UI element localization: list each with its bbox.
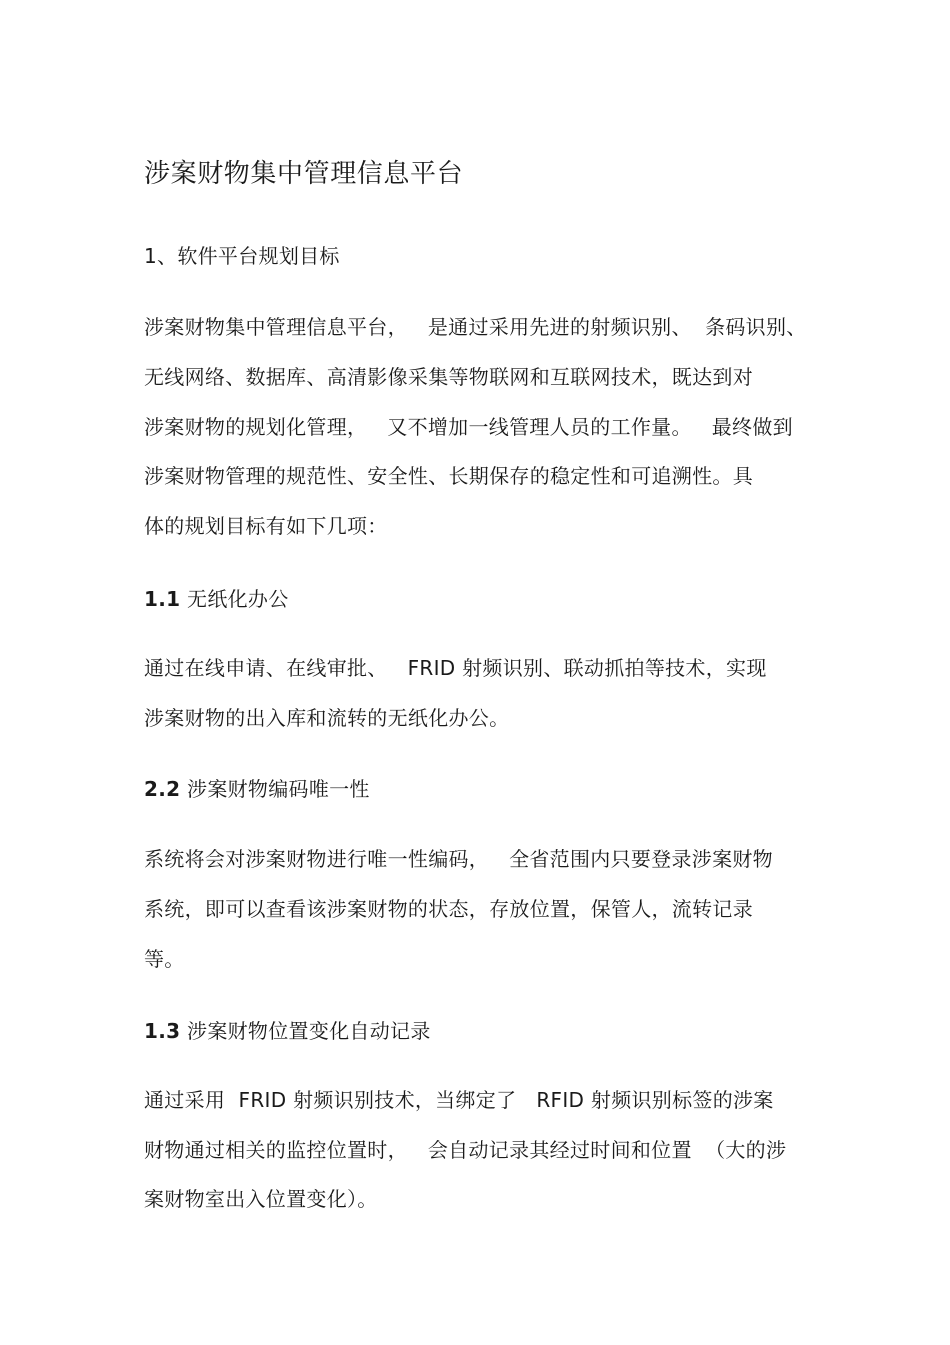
section-number: 1.1 <box>144 587 181 611</box>
section-heading-text: 无纸化办公 <box>187 587 289 611</box>
paragraph-line: 涉案财物集中管理信息平台， 是通过采用先进的射频识别、 条码识别、 <box>144 315 807 339</box>
document-title: 涉案财物集中管理信息平台 <box>144 159 464 189</box>
paragraph-line: 体的规划目标有如下几项： <box>144 514 388 538</box>
paragraph-line: 涉案财物管理的规范性、安全性、长期保存的稳定性和可追溯性。具 <box>144 464 753 488</box>
section-heading-text: 涉案财物位置变化自动记录 <box>187 1019 431 1043</box>
paragraph-line: 涉案财物的规划化管理， 又不增加一线管理人员的工作量。 最终做到 <box>144 415 793 439</box>
paragraph-line: 系统，即可以查看该涉案财物的状态，存放位置，保管人，流转记录 <box>144 897 753 921</box>
section-heading-text: 涉案财物编码唯一性 <box>187 777 370 801</box>
paragraph-line: 财物通过相关的监控位置时， 会自动记录其经过时间和位置 （大的涉 <box>144 1138 787 1162</box>
paragraph-line: 通过在线申请、在线审批、 FRID 射频识别、联动抓拍等技术，实现 <box>144 656 767 680</box>
paragraph-line: 涉案财物的出入库和流转的无纸化办公。 <box>144 706 510 730</box>
section-heading-2-2 <box>144 776 370 802</box>
section-heading-1-1 <box>144 586 289 612</box>
paragraph-line: 案财物室出入位置变化）。 <box>144 1187 378 1211</box>
section-heading-1-3 <box>144 1018 431 1044</box>
paragraph-line: 无线网络、数据库、高清影像采集等物联网和互联网技术，既达到对 <box>144 365 753 389</box>
paragraph-line: 等。 <box>144 947 185 971</box>
section-number: 1.3 <box>144 1019 181 1043</box>
paragraph-line: 通过采用 FRID 射频识别技术，当绑定了 RFID 射频识别标签的涉案 <box>144 1088 774 1112</box>
section-heading-1: 1、软件平台规划目标 <box>144 244 340 268</box>
paragraph-line: 系统将会对涉案财物进行唯一性编码， 全省范围内只要登录涉案财物 <box>144 847 773 871</box>
section-number: 2.2 <box>144 777 181 801</box>
